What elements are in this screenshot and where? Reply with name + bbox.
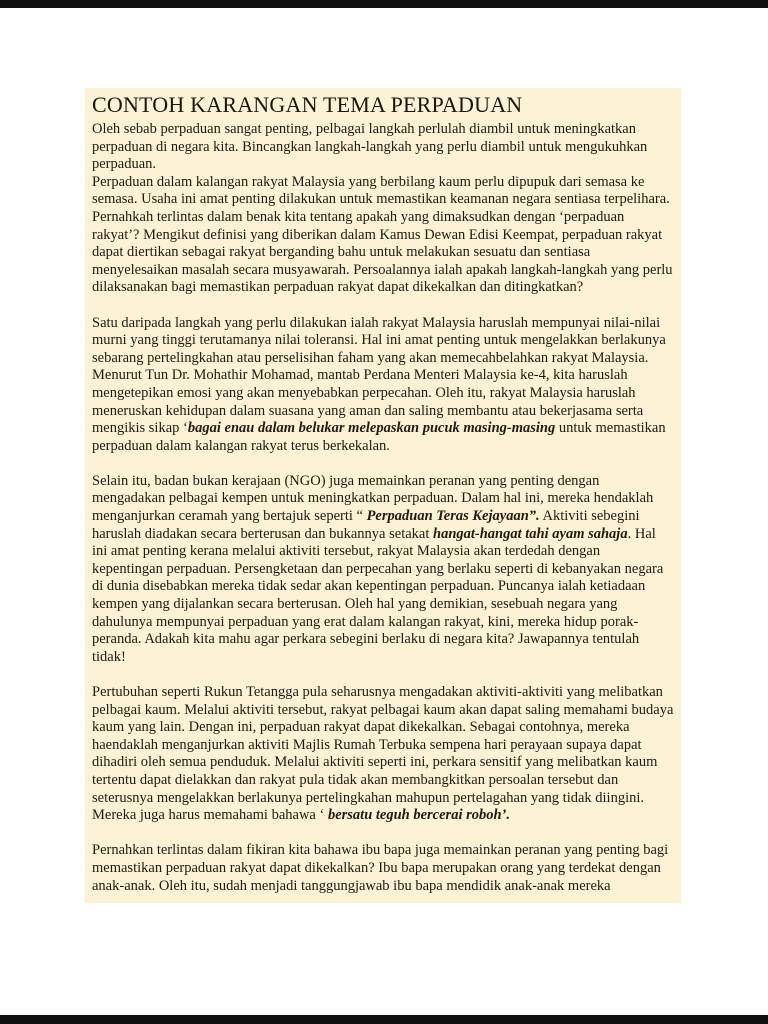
- paragraph: [92, 684, 674, 825]
- body-text: Pertubuhan seperti Rukun Tetangga pula seharusnya mengadakan aktiviti-aktiviti yang melibatkan pelbagai kaum. Melalui aktiviti tersebut, rakyat pelbagai kaum akan dapat saling memahami budaya kaum yang lain. Dengan ini, perpaduan rakyat dapat dikekalkan. Sebagai contohnya, mereka haendaklah menganjurkan aktiviti Majlis Rumah Terbuka sempena hari perayaan supaya dapat dihadiri oleh semua penduduk. Melalui aktiviti seperti ini, perkara sensitif yang melibatkan kaum tertentu dapat dielakkan dan rakyat pula tidak akan membangkitkan persoalan tersebut dan seterusnya mengelakkan berlakunya pertelingkahan mahupun pertelagahan yang tidak diingini. Mereka juga harus memahami bahawa ‘: [92, 684, 674, 824]
- paragraph: [92, 121, 674, 174]
- body-text: . Hal ini amat penting kerana melalui aktiviti tersebut, rakyat Malaysia akan terdedah dengan kepentingan perpaduan. Persengketaan dan perpecahan yang berlaku seperti di kebanyakan negara di dunia disebabkan mereka tidak sedar akan kepentingan perpaduan. Puncanya ialah ketiadaan kempen yang dijalankan secara berterusan. Oleh hal yang demikian, sesebuah negara yang dahulunya mempunyai perpaduan yang erat dalam kalangan rakyat, kini, mereka hidup porak-peranda. Adakah kita mahu agar perkara sebegini berlaku di negara kita? Jawapannya tentulah tidak!: [92, 525, 664, 665]
- body-text: Satu daripada langkah yang perlu dilakukan ialah rakyat Malaysia haruslah mempunyai nilai-nilai murni yang tinggi terutamanya nilai toleransi. Hal ini amat penting untuk mengelakkan berlakunya sebarang pertelingkahan atau perselisihan faham yang akan memecahbelahkan rakyat Malaysia. Menurut Tun Dr. Mohathir Mohamad, mantab Perdana Menteri Malaysia ke-4, kita haruslah mengetepikan emosi yang akan menyebabkan perpecahan. Oleh itu, rakyat Malaysia haruslah meneruskan kehidupan dalam suasana yang aman dan saling membantu atau bekerjasama serta mengikis sikap ‘: [92, 314, 666, 437]
- document-page: [85, 88, 681, 903]
- body-text: Aktiviti sebegini haruslah diadakan secara berterusan dan bukannya setakat: [92, 508, 640, 542]
- body-text: Pernahkan terlintas dalam fikiran kita bahawa ibu bapa juga memainkan peranan yang penting bagi memastikan perpaduan rakyat dapat dikekalkan? Ibu bapa merupakan orang yang terdekat dengan anak-anak. Oleh itu, sudah menjadi tanggungjawab ibu bapa mendidik anak-anak mereka: [92, 842, 669, 894]
- top-letterbox-bar: [0, 0, 768, 8]
- emphasized-text: Perpaduan Teras Kejayaan”.: [366, 508, 540, 525]
- essay-paragraphs: [92, 121, 674, 895]
- body-text: Oleh sebab perpaduan sangat penting, pelbagai langkah perlulah diambil untuk meningkatkan perpaduan di negara kita. Bincangkan langkah-langkah yang perlu diambil untuk mengukuhkan perpaduan.: [92, 121, 648, 173]
- paragraph: [92, 315, 674, 456]
- paragraph: [92, 842, 674, 895]
- paragraph: [92, 473, 674, 667]
- emphasized-text: hangat-hangat tahi ayam sahaja: [433, 525, 628, 542]
- body-text: Perpaduan dalam kalangan rakyat Malaysia yang berbilang kaum perlu dipupuk dari semasa ke semasa. Usaha ini amat penting dilakukan untuk memastikan keamanan negara sentiasa terpelihara. Pernahkah terlintas dalam benak kita tentang apakah yang dimaksudkan dengan ‘perpaduan rakyat’? Mengikut definisi yang diberikan dalam Kamus Dewan Edisi Keempat, perpaduan rakyat dapat diertikan sebagai rakyat berganding bahu untuk melakukan sesuatu dan sentiasa menyelesaikan masalah secara musyawarah. Persoalannya ialah apakah langkah-langkah yang perlu dilaksanakan bagi memastikan perpaduan rakyat dapat dikekalkan dan ditingkatkan?: [92, 173, 673, 296]
- paragraph: [92, 174, 674, 297]
- bottom-letterbox-bar: [0, 1015, 768, 1024]
- body-text: Selain itu, badan bukan kerajaan (NGO) juga memainkan peranan yang penting dengan mengadakan pelbagai kempen untuk meningkatkan perpaduan. Dalam hal ini, mereka hendaklah menganjurkan ceramah yang bertajuk seperti “: [92, 472, 654, 525]
- body-text: untuk memastikan perpaduan dalam kalangan rakyat terus berkekalan.: [92, 420, 666, 454]
- emphasized-text: bersatu teguh bercerai roboh’.: [327, 807, 511, 824]
- document-title: CONTOH KARANGAN TEMA PERPADUAN: [92, 92, 523, 117]
- emphasized-text: bagai enau dalam belukar melepaskan pucuk masing-masing: [187, 420, 556, 437]
